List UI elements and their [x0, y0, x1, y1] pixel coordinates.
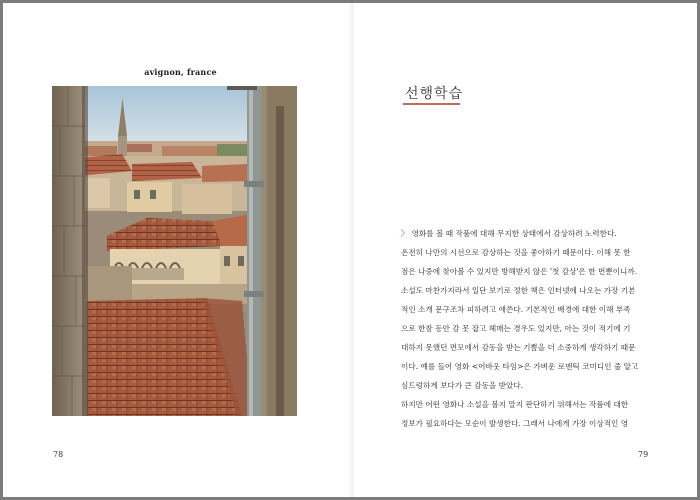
text-line: 소설도 마찬가지라서 일단 보기로 정한 책은 인터넷에 나오는 가장 기본: [401, 286, 636, 296]
text-line: 적인 소개 문구조차 피하려고 애쓴다. 기본적인 배경에 대한 이해 부족: [401, 305, 631, 315]
photo-caption: avignon, france: [144, 67, 217, 77]
book-gutter: [349, 3, 355, 497]
text-line: 하지만 어떤 영화나 소설을 볼지 말지 판단하기 위해서는 작품에 대한: [401, 400, 629, 410]
text-line: 대하지 못했던 면모에서 감동을 받는 기쁨을 더 소중하게 생각하기 때문: [401, 343, 636, 353]
text-line: 심드렁하게 보다가 큰 감동을 받았다.: [401, 381, 524, 391]
text-line: 온전히 나만의 시선으로 감상하는 것을 좋아하기 때문이다. 이해 못 한: [401, 248, 631, 258]
text-line: 이다. 예를 들어 영화 <어바웃 타임>은 가벼운 로맨틱 코미디인 줄 알고: [401, 362, 639, 372]
text-line: [401, 224, 653, 243]
page-number-right: 79: [638, 450, 649, 459]
paragraph-marker-icon: 〉: [401, 229, 409, 238]
text-line: 정보가 필요하다는 모순이 발생한다. 그래서 나에게 가장 이상적인 영: [401, 419, 629, 429]
book-spread: [3, 3, 697, 497]
page-number-left: 78: [53, 450, 64, 459]
avignon-photo: [52, 86, 297, 416]
chapter-title: 선행학습: [405, 86, 464, 102]
title-underline: [403, 103, 460, 105]
text-line-content: 영화를 볼 때 작품에 대해 무지한 상태에서 감상하려 노력한다.: [411, 229, 617, 238]
text-line: 으로 한참 동안 감 못 잡고 헤매는 경우도 있지만, 아는 것이 적기에 기: [401, 324, 631, 334]
body-text: [401, 224, 653, 434]
text-line: 점은 나중에 찾아볼 수 있지만 방해받지 않은 '첫 감상'은 한 번뿐이니까.: [401, 267, 638, 277]
